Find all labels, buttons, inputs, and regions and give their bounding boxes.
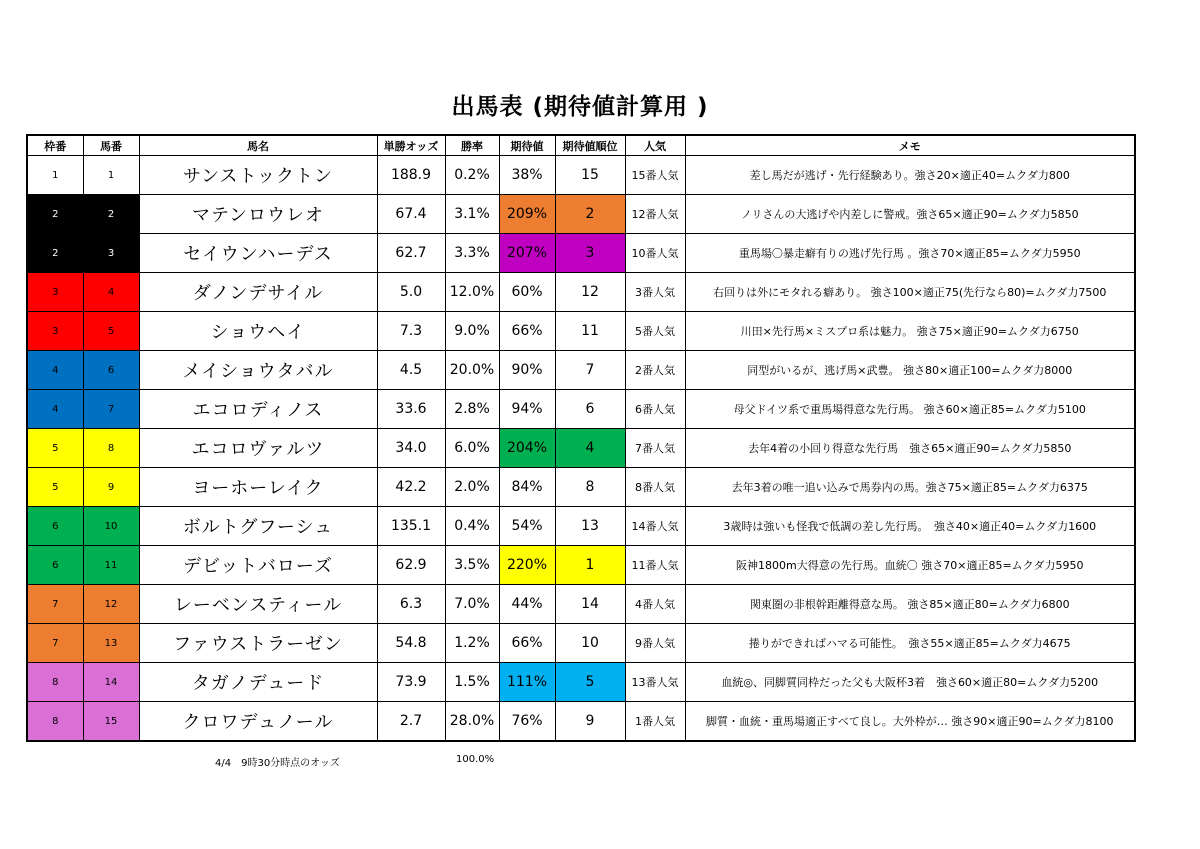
header-memo: メモ (685, 135, 1135, 156)
umaban-cell: 6 (83, 351, 139, 390)
horse-name-cell: エコロヴァルツ (139, 429, 377, 468)
memo-cell: 血統◎、同脚質同枠だった父も大阪杯3着 強さ60×適正80=ムクダ力5200 (685, 663, 1135, 702)
waku-cell: 3 (27, 312, 83, 351)
ev-rank-cell: 12 (555, 273, 625, 312)
popularity-cell: 9番人気 (625, 624, 685, 663)
win-rate-cell: 3.5% (445, 546, 499, 585)
memo-cell: 差し馬だが逃げ・先行経験あり。強さ20×適正40=ムクダ力800 (685, 156, 1135, 195)
win-rate-cell: 0.2% (445, 156, 499, 195)
header-expected-value: 期待値 (499, 135, 555, 156)
odds-cell: 42.2 (377, 468, 445, 507)
ev-rank-cell: 7 (555, 351, 625, 390)
table-row (27, 546, 1135, 585)
odds-cell: 34.0 (377, 429, 445, 468)
memo-cell: 同型がいるが、逃げ馬×武豊。 強さ80×適正100=ムクダ力8000 (685, 351, 1135, 390)
horse-name-cell: レーベンスティール (139, 585, 377, 624)
expected-value-cell: 90% (499, 351, 555, 390)
win-rate-cell: 2.8% (445, 390, 499, 429)
popularity-cell: 2番人気 (625, 351, 685, 390)
ev-rank-cell: 6 (555, 390, 625, 429)
waku-cell: 4 (27, 390, 83, 429)
popularity-cell: 10番人気 (625, 234, 685, 273)
popularity-cell: 5番人気 (625, 312, 685, 351)
table-row (27, 312, 1135, 351)
memo-cell: 重馬場〇暴走癖有りの逃げ先行馬 。強さ70×適正85=ムクダ力5950 (685, 234, 1135, 273)
umaban-cell: 2 (83, 195, 139, 234)
win-rate-cell: 1.5% (445, 663, 499, 702)
horse-name-cell: ヨーホーレイク (139, 468, 377, 507)
memo-cell: 川田×先行馬×ミスプロ系は魅力。 強さ75×適正90=ムクダ力6750 (685, 312, 1135, 351)
win-rate-total: 100.0% (456, 754, 495, 765)
expected-value-cell: 44% (499, 585, 555, 624)
horse-name-cell: ボルトグフーシュ (139, 507, 377, 546)
waku-cell: 3 (27, 273, 83, 312)
odds-cell: 62.7 (377, 234, 445, 273)
header-row (27, 135, 1135, 156)
ev-rank-cell: 4 (555, 429, 625, 468)
table-row (27, 663, 1135, 702)
memo-cell: 母父ドイツ系で重馬場得意な先行馬。 強さ60×適正85=ムクダ力5100 (685, 390, 1135, 429)
odds-cell: 7.3 (377, 312, 445, 351)
ev-rank-cell: 10 (555, 624, 625, 663)
table-row (27, 351, 1135, 390)
odds-cell: 5.0 (377, 273, 445, 312)
table-row (27, 507, 1135, 546)
race-card-table (26, 134, 1136, 742)
horse-name-cell: ショウヘイ (139, 312, 377, 351)
umaban-cell: 9 (83, 468, 139, 507)
odds-timestamp-note: 4/4 9時30分時点のオッズ (215, 758, 340, 769)
umaban-cell: 4 (83, 273, 139, 312)
umaban-cell: 12 (83, 585, 139, 624)
horse-name-cell: サンストックトン (139, 156, 377, 195)
ev-rank-cell: 1 (555, 546, 625, 585)
odds-cell: 62.9 (377, 546, 445, 585)
memo-cell: 去年3着の唯一追い込みで馬券内の馬。強さ75×適正85=ムクダ力6375 (685, 468, 1135, 507)
waku-cell: 8 (27, 702, 83, 742)
expected-value-cell: 66% (499, 624, 555, 663)
win-rate-cell: 1.2% (445, 624, 499, 663)
popularity-cell: 14番人気 (625, 507, 685, 546)
win-rate-cell: 7.0% (445, 585, 499, 624)
win-rate-cell: 2.0% (445, 468, 499, 507)
popularity-cell: 1番人気 (625, 702, 685, 742)
waku-cell: 7 (27, 624, 83, 663)
table-row (27, 390, 1135, 429)
expected-value-cell: 60% (499, 273, 555, 312)
horse-name-cell: メイショウタバル (139, 351, 377, 390)
expected-value-cell: 209% (499, 195, 555, 234)
odds-cell: 54.8 (377, 624, 445, 663)
popularity-cell: 12番人気 (625, 195, 685, 234)
odds-cell: 73.9 (377, 663, 445, 702)
umaban-cell: 13 (83, 624, 139, 663)
odds-cell: 33.6 (377, 390, 445, 429)
ev-rank-cell: 3 (555, 234, 625, 273)
horse-name-cell: タガノデュード (139, 663, 377, 702)
memo-cell: ノリさんの大逃げや内差しに警戒。強さ65×適正90=ムクダ力5850 (685, 195, 1135, 234)
ev-rank-cell: 9 (555, 702, 625, 742)
memo-cell: 3歳時は強いも怪我で低調の差し先行馬。 強さ40×適正40=ムクダ力1600 (685, 507, 1135, 546)
waku-cell: 2 (27, 234, 83, 273)
popularity-cell: 15番人気 (625, 156, 685, 195)
win-rate-cell: 6.0% (445, 429, 499, 468)
header-horse-name: 馬名 (139, 135, 377, 156)
horse-name-cell: セイウンハーデス (139, 234, 377, 273)
memo-cell: 関東圏の非根幹距離得意な馬。 強さ85×適正80=ムクダ力6800 (685, 585, 1135, 624)
win-rate-cell: 12.0% (445, 273, 499, 312)
popularity-cell: 6番人気 (625, 390, 685, 429)
odds-cell: 6.3 (377, 585, 445, 624)
expected-value-cell: 94% (499, 390, 555, 429)
ev-rank-cell: 14 (555, 585, 625, 624)
table-row (27, 702, 1135, 742)
table-row (27, 429, 1135, 468)
table-row (27, 273, 1135, 312)
popularity-cell: 11番人気 (625, 546, 685, 585)
odds-cell: 188.9 (377, 156, 445, 195)
waku-cell: 4 (27, 351, 83, 390)
horse-name-cell: ファウストラーゼン (139, 624, 377, 663)
table-row (27, 195, 1135, 234)
odds-cell: 67.4 (377, 195, 445, 234)
win-rate-cell: 28.0% (445, 702, 499, 742)
umaban-cell: 3 (83, 234, 139, 273)
horse-name-cell: マテンロウレオ (139, 195, 377, 234)
waku-cell: 1 (27, 156, 83, 195)
horse-name-cell: デビットバローズ (139, 546, 377, 585)
umaban-cell: 8 (83, 429, 139, 468)
table-row (27, 234, 1135, 273)
memo-cell: 捲りができればハマる可能性。 強さ55×適正85=ムクダ力4675 (685, 624, 1135, 663)
waku-cell: 6 (27, 507, 83, 546)
expected-value-cell: 220% (499, 546, 555, 585)
expected-value-cell: 111% (499, 663, 555, 702)
ev-rank-cell: 2 (555, 195, 625, 234)
waku-cell: 2 (27, 195, 83, 234)
expected-value-cell: 54% (499, 507, 555, 546)
horse-name-cell: ダノンデサイル (139, 273, 377, 312)
table-row (27, 468, 1135, 507)
popularity-cell: 13番人気 (625, 663, 685, 702)
win-rate-cell: 0.4% (445, 507, 499, 546)
header-waku: 枠番 (27, 135, 83, 156)
ev-rank-cell: 13 (555, 507, 625, 546)
umaban-cell: 5 (83, 312, 139, 351)
umaban-cell: 7 (83, 390, 139, 429)
expected-value-cell: 204% (499, 429, 555, 468)
ev-rank-cell: 5 (555, 663, 625, 702)
popularity-cell: 7番人気 (625, 429, 685, 468)
expected-value-cell: 207% (499, 234, 555, 273)
expected-value-cell: 66% (499, 312, 555, 351)
waku-cell: 7 (27, 585, 83, 624)
ev-rank-cell: 8 (555, 468, 625, 507)
odds-cell: 2.7 (377, 702, 445, 742)
memo-cell: 去年4着の小回り得意な先行馬 強さ65×適正90=ムクダ力5850 (685, 429, 1135, 468)
popularity-cell: 4番人気 (625, 585, 685, 624)
page-title: 出馬表 (期待値計算用 ) (451, 94, 709, 120)
horse-name-cell: エコロディノス (139, 390, 377, 429)
waku-cell: 5 (27, 468, 83, 507)
umaban-cell: 10 (83, 507, 139, 546)
header-win-rate: 勝率 (445, 135, 499, 156)
expected-value-cell: 76% (499, 702, 555, 742)
header-popularity: 人気 (625, 135, 685, 156)
header-ev-rank: 期待値順位 (555, 135, 625, 156)
popularity-cell: 3番人気 (625, 273, 685, 312)
waku-cell: 8 (27, 663, 83, 702)
umaban-cell: 15 (83, 702, 139, 742)
popularity-cell: 8番人気 (625, 468, 685, 507)
header-odds: 単勝オッズ (377, 135, 445, 156)
horse-name-cell: クロワデュノール (139, 702, 377, 742)
odds-cell: 4.5 (377, 351, 445, 390)
header-umaban: 馬番 (83, 135, 139, 156)
waku-cell: 6 (27, 546, 83, 585)
memo-cell: 阪神1800m大得意の先行馬。血統〇 強さ70×適正85=ムクダ力5950 (685, 546, 1135, 585)
expected-value-cell: 84% (499, 468, 555, 507)
memo-cell: 脚質・血統・重馬場適正すべて良し。大外枠が… 強さ90×適正90=ムクダ力8100 (685, 702, 1135, 742)
umaban-cell: 1 (83, 156, 139, 195)
win-rate-cell: 9.0% (445, 312, 499, 351)
table-row (27, 585, 1135, 624)
odds-cell: 135.1 (377, 507, 445, 546)
memo-cell: 右回りは外にモタれる癖あり。 強さ100×適正75(先行なら80)=ムクダ力7500 (685, 273, 1135, 312)
ev-rank-cell: 15 (555, 156, 625, 195)
umaban-cell: 11 (83, 546, 139, 585)
table-row (27, 624, 1135, 663)
ev-rank-cell: 11 (555, 312, 625, 351)
umaban-cell: 14 (83, 663, 139, 702)
win-rate-cell: 3.3% (445, 234, 499, 273)
win-rate-cell: 20.0% (445, 351, 499, 390)
expected-value-cell: 38% (499, 156, 555, 195)
table-row (27, 156, 1135, 195)
waku-cell: 5 (27, 429, 83, 468)
win-rate-cell: 3.1% (445, 195, 499, 234)
